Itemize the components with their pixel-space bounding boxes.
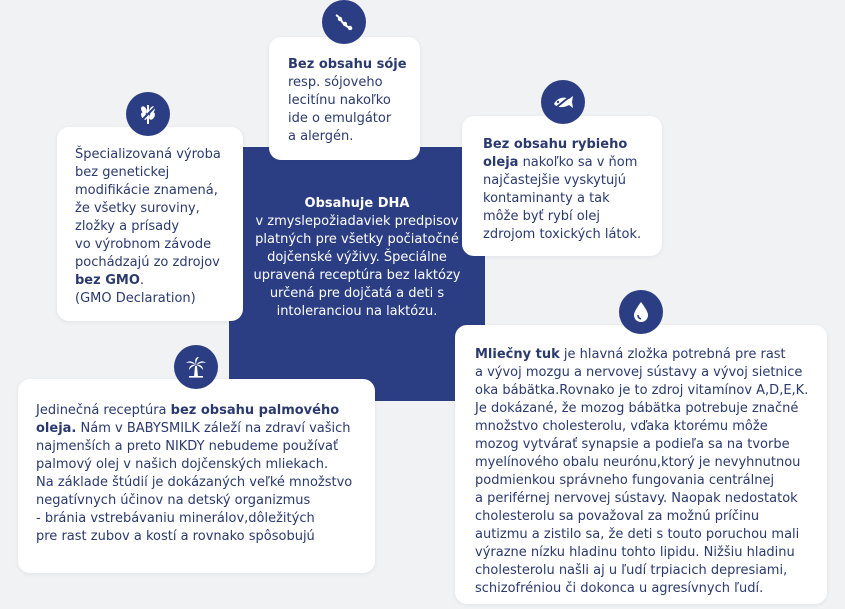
gmo-line: že všetky suroviny, bbox=[75, 201, 200, 216]
palm-card bbox=[18, 379, 375, 573]
palm-line: oleja. Nám v BABYSMILK záleží na zdraví vašich bbox=[36, 421, 351, 436]
gmo-declaration: (GMO Declaration) bbox=[75, 291, 196, 306]
fish-line: zdrojom toxických látok. bbox=[483, 227, 642, 242]
dha-title: Obsahuje DHA bbox=[304, 196, 410, 211]
palm-line: negatívnych účinov na detský organizmus bbox=[36, 493, 311, 508]
gmo-bold-line: bez GMO. bbox=[75, 273, 145, 288]
fish-line: najčastejšie vyskytujú bbox=[483, 173, 627, 188]
soy-line: a alergén. bbox=[288, 129, 354, 144]
palm-line: Na základe štúdií je dokázaných veľké množstvo bbox=[36, 475, 353, 490]
gmo-line: pochádzajú zo zdrojov bbox=[75, 255, 220, 270]
dha-line: s intoleranciou na laktózu. bbox=[276, 286, 445, 319]
gmo-line: zložky a prísady bbox=[75, 219, 180, 234]
dha-line: dojčenské výživy. Špeciálne bbox=[267, 250, 447, 265]
fish-card bbox=[462, 116, 662, 256]
fish-heading: Bez obsahu rybieho bbox=[483, 137, 628, 152]
milk-line: a vývoj mozgu a nervovej sústavy a vývoj sietnice bbox=[475, 365, 803, 380]
palm-line: najmenších a preto NIKDY nebudeme používať bbox=[36, 439, 339, 454]
milk-line: mozog vytvárať synapsie a podieľa sa na tvorbe bbox=[475, 437, 790, 452]
gmo-card bbox=[57, 127, 243, 321]
dha-line: v zmyslepožiadaviek bbox=[255, 214, 391, 229]
soy-icon bbox=[322, 0, 366, 44]
dha-line: bez laktózy určená bbox=[269, 268, 461, 301]
milk-line: autizmu a zistilo sa, že deti s touto poruchou mali bbox=[475, 527, 800, 542]
milk-line: množstvo cholesterolu, vďaka ktorému môže bbox=[475, 419, 768, 434]
milk-line: schizofréniou či dokonca u agresívnych ľudí. bbox=[475, 581, 764, 596]
milk-line: a periférnej nervovej sústavy. Naopak nedostatok bbox=[475, 491, 798, 506]
dha-panel bbox=[229, 147, 485, 401]
dha-line: predpisov platných bbox=[255, 214, 459, 247]
soy-line: resp. sójoveho bbox=[288, 75, 383, 90]
palm-tree-icon bbox=[174, 345, 218, 389]
milk-line: cholesterolu našli aj u ľudí trpiacich depresiami, bbox=[475, 563, 788, 578]
milk-line: výrazne nízku hladinu tohto lipidu. Nižšiu hladinu bbox=[475, 545, 795, 560]
milk-line: cholesterolu sa považoval za možnú príčinu bbox=[475, 509, 760, 524]
palm-line: Jedinečná receptúra bez obsahu palmového bbox=[36, 403, 340, 418]
fish-line: oleja nakoľko sa v ňom bbox=[483, 155, 638, 170]
gmo-line: Špecializovaná výroba bbox=[75, 147, 221, 162]
gmo-line: vo výrobnom závode bbox=[75, 237, 212, 252]
dha-line: pre dojčatá a deti bbox=[318, 286, 434, 301]
soy-line: lecitínu nakoľko bbox=[288, 93, 391, 108]
gmo-line: bez genetickej bbox=[75, 165, 170, 180]
wheat-icon bbox=[126, 92, 170, 136]
milk-line: myelínového obalu neurónu,ktorý je nevyhnutnou bbox=[475, 455, 801, 470]
milk-line: Je dokázané, že mozog bábätka potrebuje značné bbox=[475, 401, 799, 416]
soy-card bbox=[269, 37, 420, 160]
dha-line: upravená receptúra bbox=[253, 268, 383, 283]
drop-icon bbox=[619, 290, 663, 334]
palm-line: pre rast zubov a kostí a rovnako spôsobujú bbox=[36, 529, 315, 544]
soy-line: ide o emulgátor bbox=[288, 111, 392, 126]
palm-line: - bránia vstrebávaniu minerálov,dôležitých bbox=[36, 511, 315, 526]
milk-line: podmienkou správneho fungovania centrálnej bbox=[475, 473, 775, 488]
palm-line: palmový olej v našich dojčenských mliekach. bbox=[36, 457, 329, 472]
fish-icon bbox=[541, 80, 585, 124]
soy-heading: Bez obsahu sóje bbox=[288, 57, 407, 72]
milk-fat-card bbox=[455, 325, 827, 604]
fish-line: môže byť rybí olej bbox=[483, 209, 600, 224]
gmo-line: modifikácie znamená, bbox=[75, 183, 218, 198]
milk-line: oka bábätka.Rovnako je to zdroj vitamínov A,D,E,K. bbox=[475, 383, 809, 398]
milk-line: Mliečny tuk je hlavná zložka potrebná pre rast bbox=[475, 347, 786, 362]
dha-line: pre všetky počiatočné bbox=[315, 232, 459, 247]
fish-line: kontaminanty a tak bbox=[483, 191, 610, 206]
